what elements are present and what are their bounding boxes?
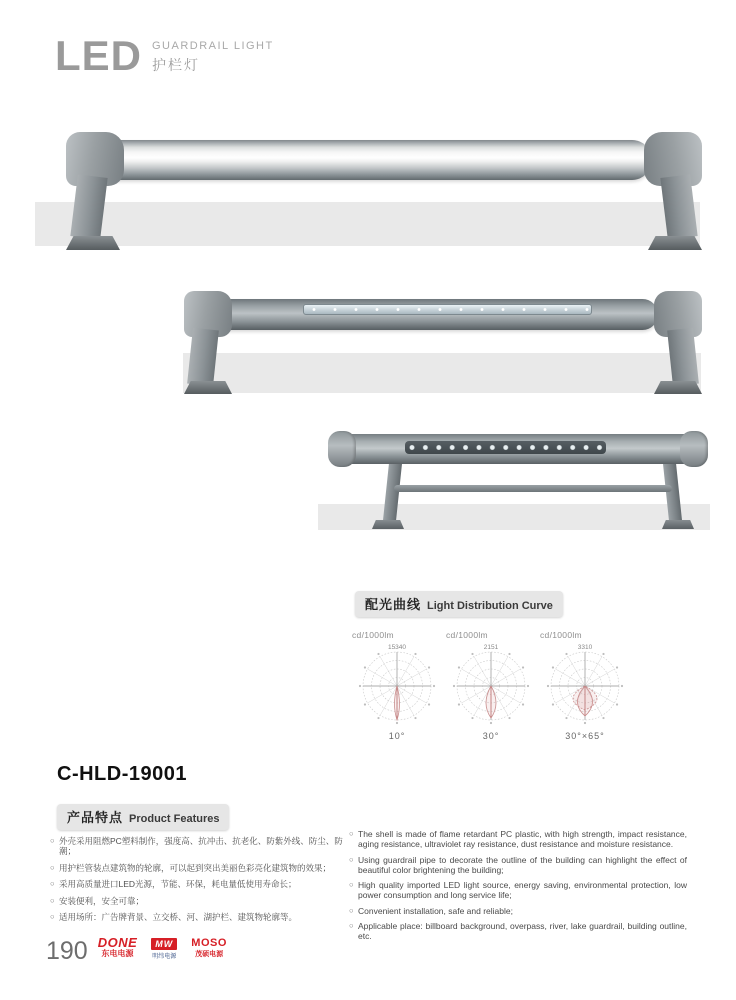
end-bracket-right	[630, 132, 702, 260]
polar-chart-30x65deg	[538, 630, 632, 741]
feature-item: ○ Convenient installation, safe and reliable;	[349, 906, 687, 916]
end-bracket-left	[184, 291, 248, 401]
logo-meanwell-chinese: 明纬电源	[152, 954, 177, 960]
logo-done-chinese: 东电电源	[101, 949, 134, 958]
model-number: C-HLD-19001	[57, 763, 187, 785]
distribution-charts	[350, 630, 632, 741]
ground-strip	[183, 353, 701, 393]
product-features-badge	[57, 804, 229, 830]
chart-unit-label: cd/1000lm	[352, 630, 394, 640]
brand-title: LED	[55, 32, 142, 79]
polar-chart-30deg	[444, 630, 538, 741]
led-window	[405, 441, 606, 454]
tube-endcap-right	[680, 431, 708, 467]
chart-unit-label: cd/1000lm	[446, 630, 488, 640]
page-header	[55, 32, 274, 79]
logo-done-wordmark: DONE	[97, 935, 138, 950]
logo-moso-wordmark: MOSO	[191, 937, 227, 949]
logo-meanwell-mark: MW	[151, 938, 177, 950]
chart-beam-angle: 10°	[388, 731, 406, 741]
chart-beam-angle: 30°	[482, 731, 500, 741]
logo-moso-chinese: 茂硕电源	[195, 951, 224, 958]
logo-done	[97, 935, 138, 959]
foot-left	[372, 520, 404, 529]
feature-item: ○ 采用高质量进口LED光源，节能、环保，耗电量低使用寿命长；	[50, 879, 352, 889]
feature-item: ○ Applicable place: billboard background, overpass, river, lake guardrail, building outline, etc.	[349, 921, 687, 941]
features-list-english	[349, 829, 687, 947]
features-list-chinese	[50, 836, 352, 929]
polar-grid	[353, 651, 441, 725]
product-photo-guardrail-light-1	[0, 110, 736, 260]
badge-label-english: Light Distribution Curve	[427, 600, 553, 612]
feature-item: ○ 安装便利，安全可靠；	[50, 896, 352, 906]
feature-item: ○ Using guardrail pipe to decorate the outline of the building can highlight the effect of beautiful color brightening the building;	[349, 855, 687, 875]
chart-peak-value: 3310	[577, 644, 593, 651]
feature-item: ○ 外壳采用阻燃PC塑料制作，强度高、抗冲击、抗老化、防紫外线、防尘、防潮；	[50, 836, 352, 856]
polar-chart-10deg	[350, 630, 444, 741]
subtitle-english: GUARDRAIL LIGHT	[152, 40, 274, 52]
product-photo-guardrail-light-3	[0, 428, 736, 530]
feature-item: ○ 适用场所：广告牌背景、立交桥、河、湖护栏、建筑物轮廓等。	[50, 912, 352, 922]
chart-unit-label: cd/1000lm	[540, 630, 582, 640]
light-tube	[86, 140, 652, 180]
page-number: 190	[46, 937, 88, 965]
chart-peak-value: 15340	[387, 644, 407, 651]
feature-item: ○ High quality imported LED light source, energy saving, environmental protection, low power consumption and long service life;	[349, 880, 687, 900]
distribution-curve-badge	[355, 591, 563, 617]
subtitle-chinese: 护栏灯	[152, 57, 200, 73]
badge-label-chinese: 配光曲线	[365, 597, 422, 612]
feature-item: ○ 用护栏管装点建筑物的轮廓，可以起到突出美丽色彩亮化建筑物的效果；	[50, 863, 352, 873]
badge-label-english: Product Features	[129, 813, 220, 825]
tube-endcap-left	[328, 431, 356, 467]
brand-subtitle	[152, 40, 274, 75]
badge-label-chinese: 产品特点	[67, 810, 124, 825]
end-bracket-left	[66, 132, 138, 260]
foot-right	[662, 520, 694, 529]
product-photo-guardrail-light-2	[0, 283, 736, 401]
chart-beam-angle: 30°×65°	[565, 731, 605, 741]
chart-peak-value: 2151	[483, 644, 499, 651]
polar-grid	[447, 651, 535, 725]
lower-cross-rail	[394, 485, 672, 492]
end-bracket-right	[638, 291, 702, 401]
feature-item: ○ The shell is made of flame retardant PC plastic, with high strength, impact resistance, aging resistance, ultraviolet ray resistance, dust resistance and moisture resistance.	[349, 829, 687, 849]
logo-meanwell	[151, 938, 177, 962]
page-footer	[46, 935, 227, 965]
logo-moso	[191, 938, 227, 960]
polar-grid	[541, 651, 629, 725]
led-window	[303, 304, 592, 315]
